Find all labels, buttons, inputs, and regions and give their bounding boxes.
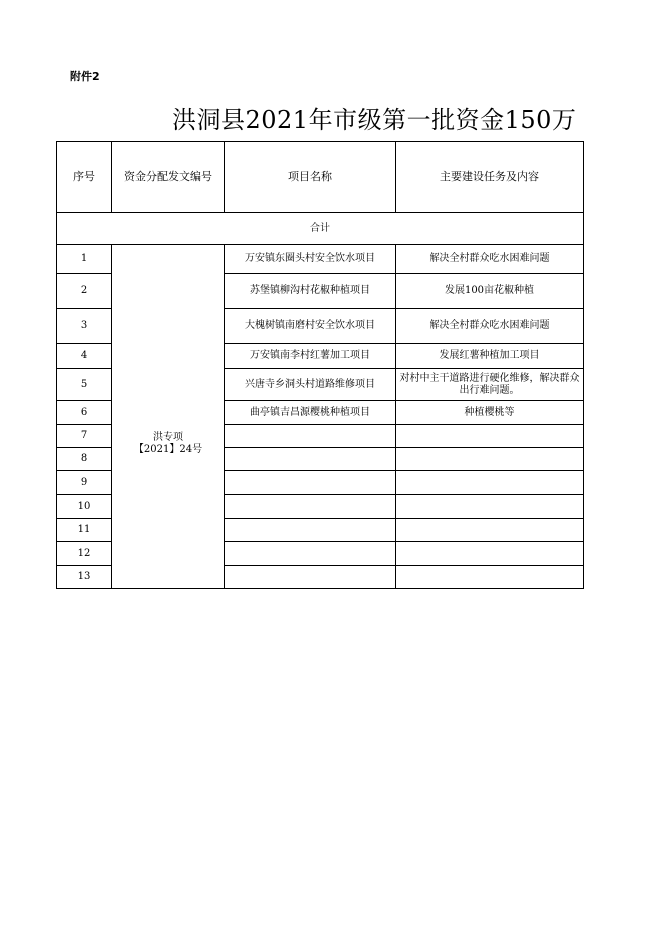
row-seq: 8 bbox=[57, 448, 112, 471]
row-task bbox=[396, 471, 584, 495]
row-task bbox=[396, 566, 584, 589]
row-task: 解决全村群众吃水困难问题 bbox=[396, 309, 584, 344]
row-seq: 1 bbox=[57, 245, 112, 274]
row-project-name bbox=[225, 471, 396, 495]
row-task bbox=[396, 495, 584, 519]
row-seq: 2 bbox=[57, 274, 112, 309]
row-task: 发展100亩花椒种植 bbox=[396, 274, 584, 309]
row-task: 种植樱桃等 bbox=[396, 401, 584, 425]
doc-number-cell bbox=[112, 245, 225, 589]
row-project-name bbox=[225, 519, 396, 542]
total-label: 合计 bbox=[57, 213, 584, 245]
row-project-name: 大槐树镇南磨村安全饮水项目 bbox=[225, 309, 396, 344]
row-project-name: 苏堡镇柳沟村花椒种植项目 bbox=[225, 274, 396, 309]
row-task: 对村中主干道路进行硬化维修，解决群众出行难问题。 bbox=[396, 369, 584, 401]
row-seq: 10 bbox=[57, 495, 112, 519]
doc-number-line1: 洪专项 bbox=[153, 431, 183, 443]
header-seq: 序号 bbox=[57, 142, 112, 213]
row-task bbox=[396, 425, 584, 448]
row-project-name: 曲亭镇吉昌源樱桃种植项目 bbox=[225, 401, 396, 425]
row-project-name bbox=[225, 542, 396, 566]
row-seq: 9 bbox=[57, 471, 112, 495]
row-project-name: 万安镇南李村红薯加工项目 bbox=[225, 344, 396, 369]
row-seq: 5 bbox=[57, 369, 112, 401]
attachment-label: 附件2 bbox=[70, 70, 100, 83]
row-project-name bbox=[225, 566, 396, 589]
row-task: 解决全村群众吃水困难问题 bbox=[396, 245, 584, 274]
table-row bbox=[57, 245, 584, 274]
header-task: 主要建设任务及内容 bbox=[396, 142, 584, 213]
row-seq: 13 bbox=[57, 566, 112, 589]
row-task bbox=[396, 448, 584, 471]
row-seq: 12 bbox=[57, 542, 112, 566]
row-seq: 4 bbox=[57, 344, 112, 369]
doc-number-line2: 【2021】24号 bbox=[133, 443, 203, 455]
row-project-name bbox=[225, 495, 396, 519]
row-project-name bbox=[225, 448, 396, 471]
row-task bbox=[396, 519, 584, 542]
total-row bbox=[57, 213, 584, 245]
project-table bbox=[56, 141, 584, 589]
row-project-name: 兴唐寺乡洞头村道路维修项目 bbox=[225, 369, 396, 401]
row-task bbox=[396, 542, 584, 566]
row-seq: 6 bbox=[57, 401, 112, 425]
header-project-name: 项目名称 bbox=[225, 142, 396, 213]
document-title: 洪洞县2021年市级第一批资金150万 bbox=[172, 106, 577, 134]
row-project-name: 万安镇东圈头村安全饮水项目 bbox=[225, 245, 396, 274]
header-doc-number: 资金分配发文编号 bbox=[112, 142, 225, 213]
row-task: 发展红薯种植加工项目 bbox=[396, 344, 584, 369]
header-row bbox=[57, 142, 584, 213]
row-seq: 11 bbox=[57, 519, 112, 542]
row-project-name bbox=[225, 425, 396, 448]
row-seq: 7 bbox=[57, 425, 112, 448]
row-seq: 3 bbox=[57, 309, 112, 344]
